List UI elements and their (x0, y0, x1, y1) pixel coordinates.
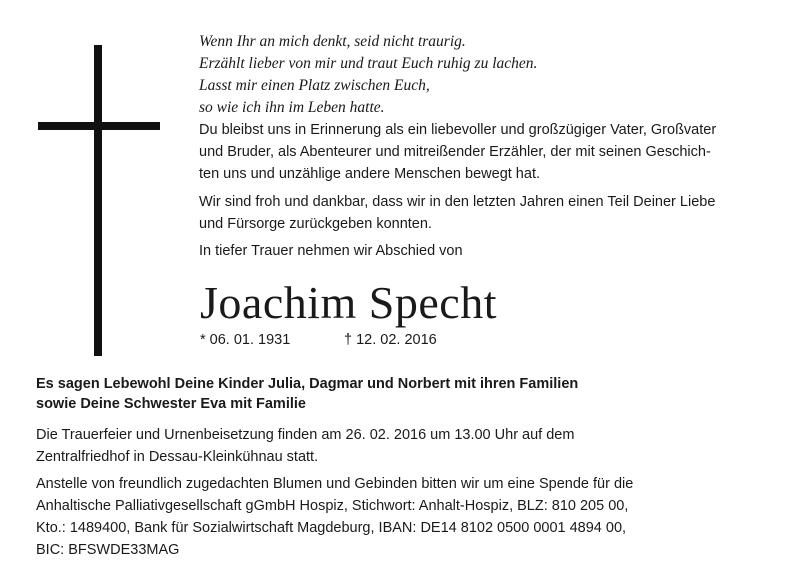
donation-info (36, 473, 776, 561)
ceremony-line: Zentralfriedhof in Dessau-Kleinkühnau statt. (36, 449, 319, 465)
poem-line: Wenn Ihr an mich denkt, seid nicht traurig. (199, 33, 466, 50)
mourners-list (36, 374, 776, 414)
deceased-name: Joachim Specht (200, 277, 497, 328)
mourning-intro (199, 240, 769, 262)
tribute-paragraph (199, 119, 769, 185)
gratitude-paragraph (199, 191, 769, 235)
cross-horizontal-bar (38, 122, 160, 130)
mourners-line: sowie Deine Schwester Eva mit Familie (36, 396, 306, 412)
mourners-line: Es sagen Lebewohl Deine Kinder Julia, Dagmar und Norbert mit ihren Familien (36, 376, 579, 392)
cross-vertical-bar (94, 45, 102, 356)
gratitude-line: Wir sind froh und dankbar, dass wir in den letzten Jahren einen Teil Deiner Liebe (199, 194, 716, 210)
poem-line: so wie ich ihn im Leben hatte. (199, 99, 385, 116)
ceremony-info (36, 424, 776, 468)
poem-line: Erzählt lieber von mir und traut Euch ruhig zu lachen. (199, 55, 538, 72)
memorial-poem (199, 31, 759, 119)
tribute-line: und Bruder, als Abenteurer und mitreißender Erzähler, der mit seinen Geschich- (199, 144, 711, 160)
donation-line: Kto.: 1489400, Bank für Sozialwirtschaft Magdeburg, IBAN: DE14 8102 0500 0001 4894 00, (36, 520, 627, 536)
donation-line: Anstelle von freundlich zugedachten Blumen und Gebinden bitten wir um eine Spende für die (36, 476, 634, 492)
gratitude-line: und Fürsorge zurückgeben konnten. (199, 216, 432, 232)
donation-line: Anhaltische Palliativgesellschaft gGmbH Hospiz, Stichwort: Anhalt-Hospiz, BLZ: 810 205 00, (36, 498, 629, 514)
intro-text: In tiefer Trauer nehmen wir Abschied von (199, 243, 463, 259)
birth-date: * 06. 01. 1931 (200, 332, 291, 348)
ceremony-line: Die Trauerfeier und Urnenbeisetzung finden am 26. 02. 2016 um 13.00 Uhr auf dem (36, 427, 575, 443)
donation-line: BIC: BFSWDE33MAG (36, 542, 180, 558)
tribute-line: Du bleibst uns in Erinnerung als ein liebevoller und großzügiger Vater, Großvater (199, 122, 717, 138)
poem-line: Lasst mir einen Platz zwischen Euch, (199, 77, 430, 94)
tribute-line: ten uns und unzählige andere Menschen bewegt hat. (199, 166, 540, 182)
death-date: † 12. 02. 2016 (344, 332, 437, 348)
